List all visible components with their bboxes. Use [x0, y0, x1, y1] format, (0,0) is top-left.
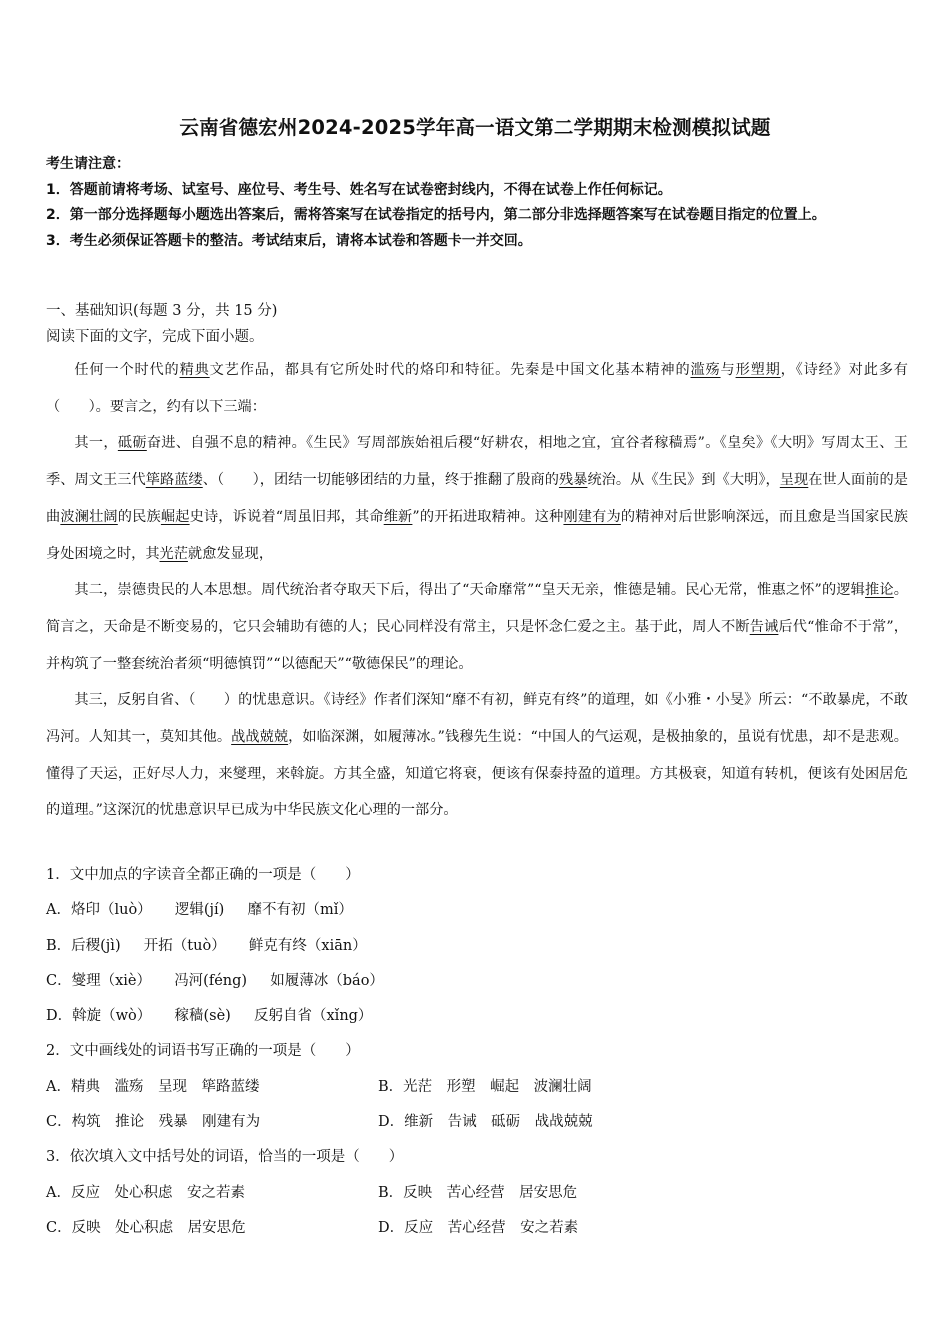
passage-paragraph: 其二，崇德贵民的人本思想。周代统治者夺取天下后，得出了“天命靡常”“皇天无亲，惟德是辅。民心无常，惟惠之怀”的逻辑推论。简言之，天命是不断变易的，它只会辅助有德的人；民心同样没有常主，只是怀念仁爱之主。基于此，周人不断告诫后代“惟命不于常”，并构筑了一整套统治者须“明德慎罚”“以德配天”“敬德保民”的理论。 — [46, 582, 908, 672]
section-header — [46, 298, 904, 350]
option-row: A．精典 滥殇 呈现 筚路蓝缕 B．光茫 形塑 崛起 波澜壮阔 — [46, 1078, 592, 1095]
passage-paragraph: 其三，反躬自省、（ ）的忧患意识。《诗经》作者们深知“靡不有初，鲜克有终”的道理，如《小雅・小旻》所云：“不敢暴虎，不敢冯河。人知其一，莫知其他。战战兢兢，如临深渊，如履薄冰。”钱穆先生说：“中国人的气运观，是极抽象的，虽说有忧患，却不是悲观。懂得了天运，正好尽人力，来燮理，来斡旋。方其全盛，知道它将衰，便该有保泰持盈的道理。方其极衰，知道有转机，便该有处困居危的道理。”这深沉的忧患意识早已成为中华民族文化心理的一部分。 — [46, 692, 908, 819]
section-instruction: 阅读下面的文字，完成下面小题。 — [46, 329, 264, 345]
passage-paragraph: 其一，砥砺奋进、自强不息的精神。《生民》写周部族始祖后稷“好耕农，相地之宜，宜谷者稼穑焉”。《皇矣》《大明》写周太王、王季、周文王三代筚路蓝缕、（ ），团结一切能够团结的力量，终于推翻了殷商的残暴统治。从《生民》到《大明》，呈现在世人面前的是曲波澜壮阔的民族崛起史诗，诉说着“周虽旧邦，其命维新”的开拓进取精神。这种刚建有为的精神对后世影响深远，而且愈是当国家民族身处困境之时，其光茫就愈发显现， — [46, 435, 908, 562]
page-title: 云南省德宏州2024-2025学年高一语文第二学期期末检测模拟试题 — [179, 116, 771, 139]
option-row: A．烙印（luò） 逻辑(jí) 靡不有初（mǐ） — [46, 902, 353, 919]
option-row: A．反应 处心积虑 安之若素 B．反映 苦心经营 居安思危 — [46, 1184, 578, 1201]
option-row: B．后稷(jì) 开拓（tuò） 鲜克有终（xiān） — [46, 937, 367, 954]
notice-item: 1．答题前请将考场、试室号、座位号、考生号、姓名写在试卷密封线内，不得在试卷上作任何标记。 — [46, 181, 672, 198]
notice-block — [46, 152, 904, 254]
reading-passage — [46, 352, 908, 829]
notice-item: 3．考生必须保证答题卡的整洁。考试结束后，请将本试卷和答题卡一并交回。 — [46, 232, 532, 249]
option-row: C．构筑 推论 残暴 刚建有为 D．维新 告诫 砥砺 战战兢兢 — [46, 1114, 593, 1131]
notice-heading: 考生请注意： — [46, 156, 130, 172]
passage-paragraph: 任何一个时代的精典文艺作品，都具有它所处时代的烙印和特征。先秦是中国文化基本精神的滥殇与形塑期，《诗经》对此多有（ ）。要言之，约有以下三端： — [46, 362, 908, 415]
question-stem: 2．文中画线处的词语书写正确的一项是（ ） — [46, 1043, 360, 1060]
option-row: C．反映 处心积虑 居安思危 D．反应 苦心经营 安之若素 — [46, 1219, 579, 1236]
option-row: C．燮理（xiè） 冯河(féng) 如履薄冰（báo） — [46, 972, 384, 989]
option-row: D．斡旋（wò） 稼穑(sè) 反躬自省（xǐng） — [46, 1008, 373, 1025]
question-stem: 3．依次填入文中括号处的词语，恰当的一项是（ ） — [46, 1149, 404, 1166]
question-stem: 1．文中加点的字读音全都正确的一项是（ ） — [46, 867, 360, 883]
notice-item: 2．第一部分选择题每小题选出答案后，需将答案写在试卷指定的括号内，第二部分非选择题答案写在试卷题目指定的位置上。 — [46, 207, 826, 223]
question-list — [46, 862, 904, 1250]
section-heading: 一、基础知识(每题 3 分，共 15 分) — [46, 303, 278, 319]
